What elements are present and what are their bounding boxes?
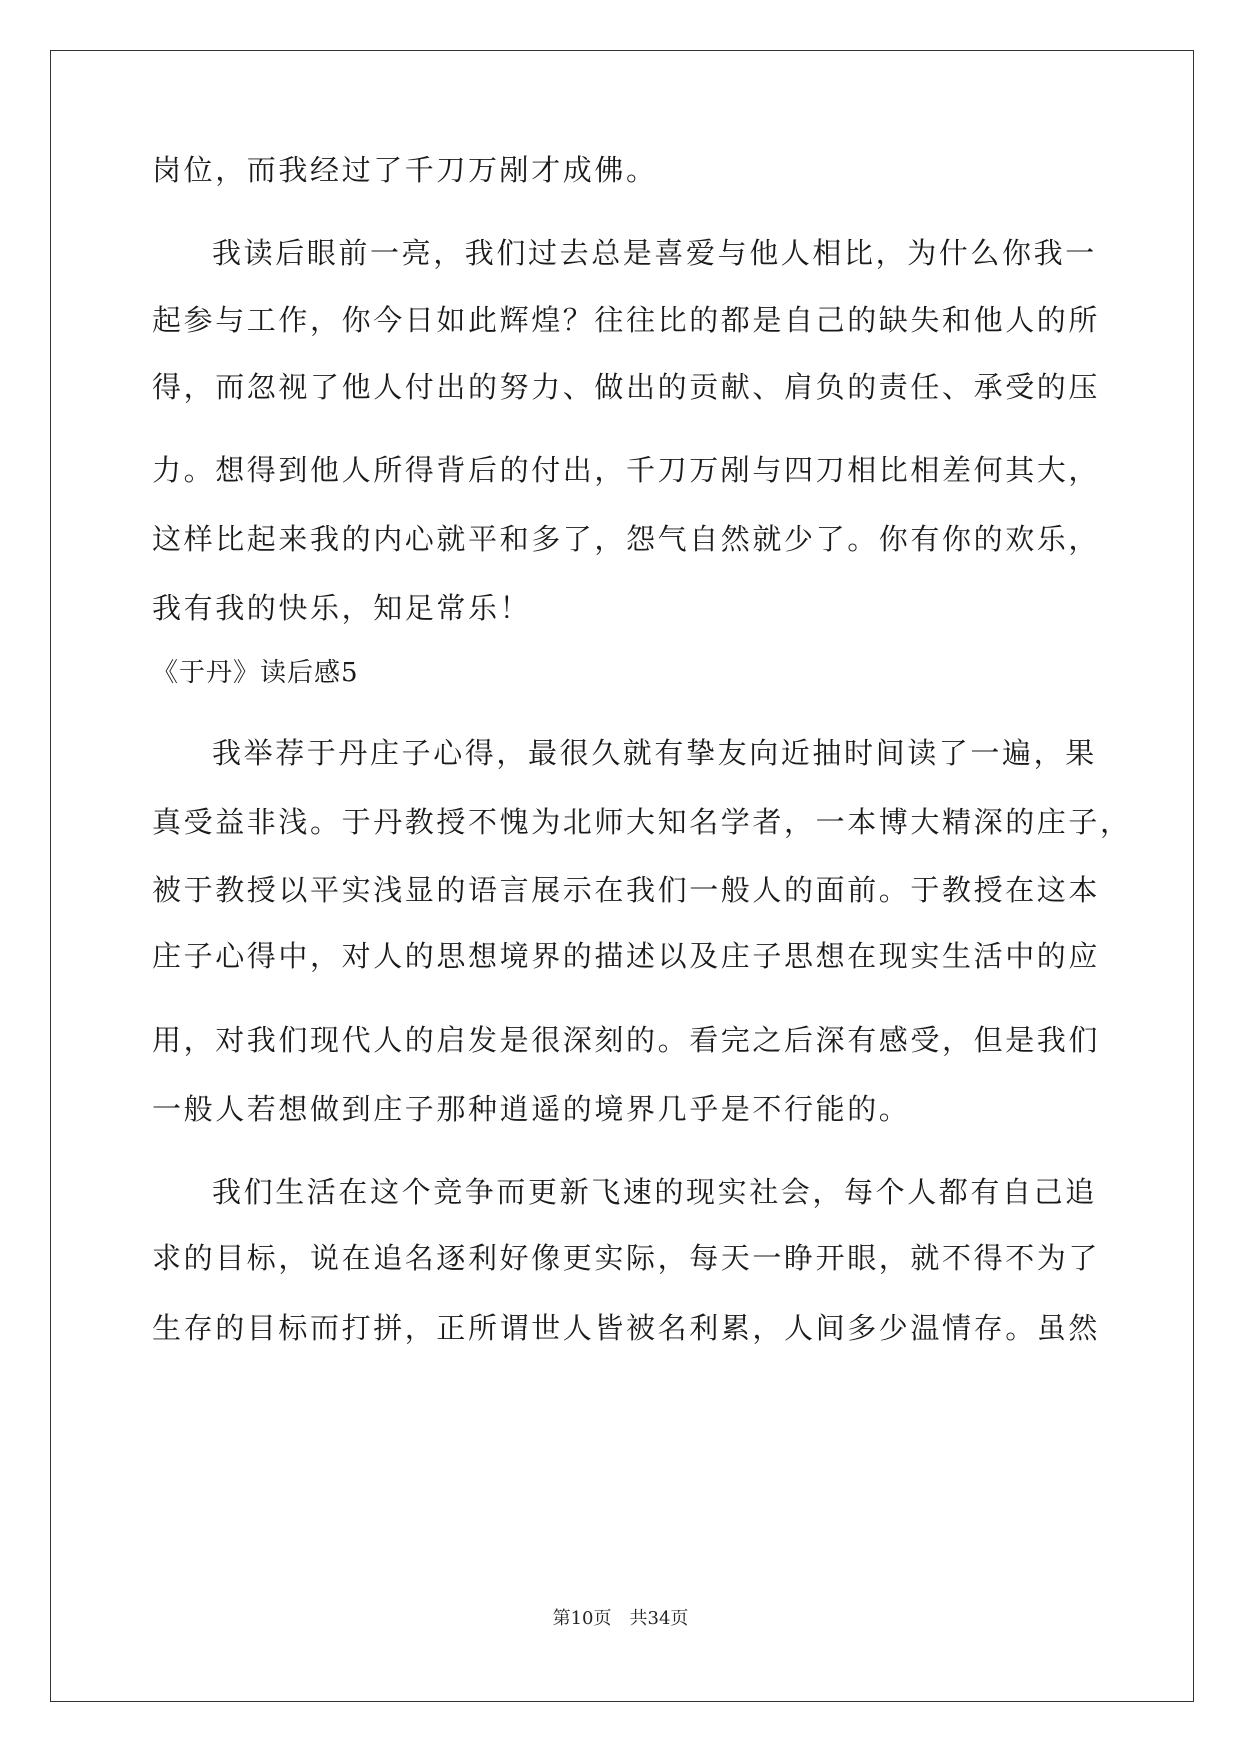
paragraph-line: 真受益非浅。于丹教授不愧为北师大知名学者，一本博大精深的庄子，	[152, 805, 1132, 839]
paragraph-line: 一般人若想做到庄子那种逍遥的境界几乎是不行能的。	[152, 1092, 911, 1126]
paragraph-line: 我们生活在这个竞争而更新飞速的现实社会，每个人都有自己追	[212, 1175, 1097, 1209]
paragraph-line: 起参与工作，你今日如此辉煌？往往比的都是自己的缺失和他人的所	[152, 303, 1101, 337]
page-total: 共34页	[629, 1608, 689, 1629]
paragraph-line: 被于教授以平实浅显的语言展示在我们一般人的面前。于教授在这本	[152, 873, 1101, 907]
section-heading: 《于丹》读后感5	[152, 658, 359, 688]
paragraph-line: 庄子心得中，对人的思想境界的描述以及庄子思想在现实生活中的应	[152, 939, 1101, 973]
paragraph-line: 得，而忽视了他人付出的努力、做出的贡献、肩负的责任、承受的压	[152, 370, 1101, 404]
paragraph-line: 岗位，而我经过了千刀万剐才成佛。	[152, 153, 658, 187]
page-number: 第10页	[552, 1608, 612, 1629]
page-footer	[0, 1607, 1241, 1631]
paragraph-line: 这样比起来我的内心就平和多了，怨气自然就少了。你有你的欢乐，	[152, 522, 1101, 556]
paragraph-line: 我有我的快乐，知足常乐！	[152, 591, 532, 625]
paragraph-line: 生存的目标而打拼，正所谓世人皆被名利累，人间多少温情存。虽然	[152, 1311, 1101, 1345]
paragraph-line: 求的目标，说在追名逐利好像更实际，每天一睁开眼，就不得不为了	[152, 1241, 1101, 1275]
paragraph-line: 力。想得到他人所得背后的付出，千刀万剐与四刀相比相差何其大，	[152, 453, 1101, 487]
paragraph-line: 用，对我们现代人的启发是很深刻的。看完之后深有感受，但是我们	[152, 1023, 1101, 1057]
paragraph-line: 我举荐于丹庄子心得，最很久就有挚友向近抽时间读了一遍，果	[212, 736, 1097, 770]
paragraph-line: 我读后眼前一亮，我们过去总是喜爱与他人相比，为什么你我一	[212, 236, 1097, 270]
